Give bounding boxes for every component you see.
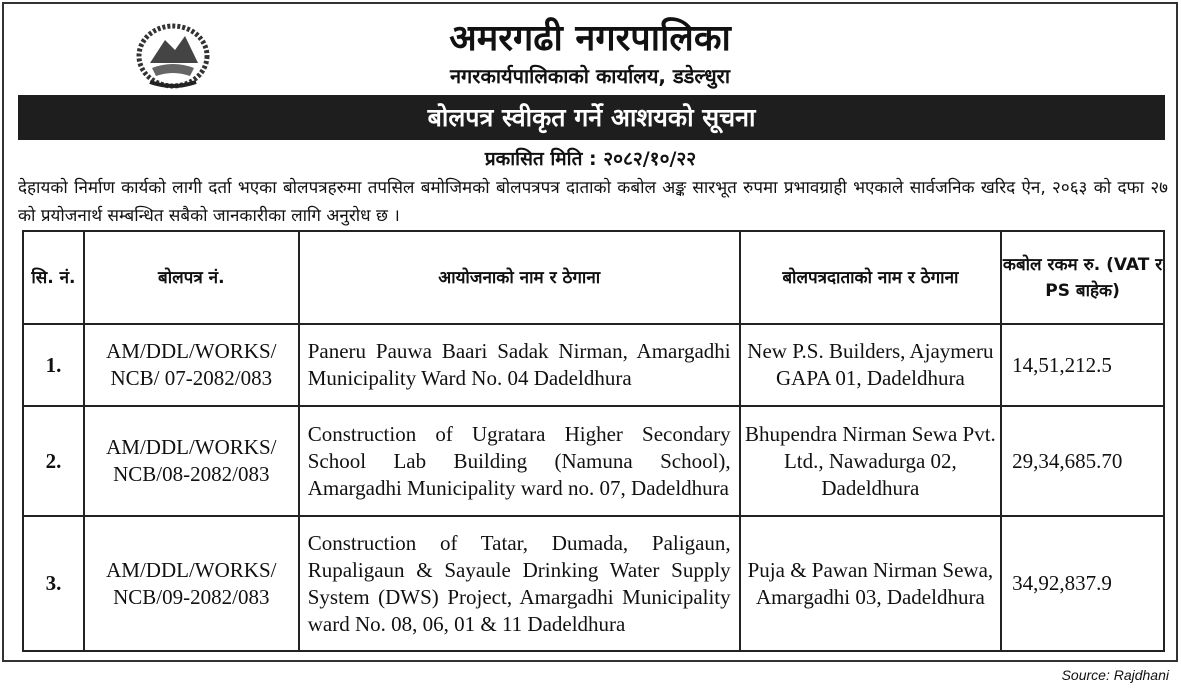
cell-bid-no: AM/DDL/WORKS/ NCB/08-2082/083 [84,406,299,516]
header-bidder: बोलपत्रदाताको नाम र ठेगाना [740,231,1001,324]
cell-bidder: New P.S. Builders, Ajaymeru GAPA 01, Dadeldhura [740,324,1001,406]
municipality-name: अमरगढी नगरपालिका [449,18,731,59]
cell-amount: 34,92,837.9 [1001,516,1164,651]
cell-sn: 1. [23,324,84,406]
cell-sn: 3. [23,516,84,651]
cell-project: Construction of Ugratara Higher Secondary School Lab Building (Namuna School), Amargadhi Municipality ward no. 07, Dadeldhura [299,406,740,516]
cell-bid-no: AM/DDL/WORKS/ NCB/ 07-2082/083 [84,324,299,406]
office-name: नगरकार्यपालिकाको कार्यालय, डडेल्धुरा [449,64,731,88]
cell-project: Paneru Pauwa Baari Sadak Nirman, Amargadhi Municipality Ward No. 04 Dadeldhura [299,324,740,406]
header-amount: कबोल रकम रु. (VAT र PS बाहेक) [1001,231,1164,324]
cell-bidder: Puja & Pawan Nirman Sewa, Amargadhi 03, Dadeldhura [740,516,1001,651]
notice-title: बोलपत्र स्वीकृत गर्ने आशयको सूचना [18,95,1165,140]
municipality-emblem-icon [130,18,216,90]
cell-bidder: Bhupendra Nirman Sewa Pvt. Ltd., Nawadurga 02, Dadeldhura [740,406,1001,516]
table-row [23,516,1164,651]
cell-amount: 14,51,212.5 [1001,324,1164,406]
published-date: प्रकासित मिति : २०८२/१०/२२ [484,148,697,170]
header-project: आयोजनाको नाम र ठेगाना [299,231,740,324]
cell-bid-no: AM/DDL/WORKS/ NCB/09-2082/083 [84,516,299,651]
bid-table [22,230,1165,652]
table-row [23,324,1164,406]
table-header-row [23,231,1164,324]
cell-project: Construction of Tatar, Dumada, Paligaun, Rupaligaun & Sayaule Drinking Water Supply System (DWS) Project, Amargadhi Municipality ward No. 08, 06, 01 & 11 Dadeldhura [299,516,740,651]
header-sn: सि. नं. [23,231,84,324]
notice-paragraph: देहायको निर्माण कार्यको लागी दर्ता भएका बोलपत्रहरुमा तपसिल बमोजिमको बोलपत्रपत्र दाताको कबोल अङ्क सारभूत रुपमा प्रभावग्राही भएकाले सार्वजनिक खरिद ऐन, २०६३ को दफा २७ को प्रयोजनार्थ सम्बन्धित सबैको जानकारीका लागि अनुरोध छ । [18,178,1168,226]
cell-amount: 29,34,685.70 [1001,406,1164,516]
table-row [23,406,1164,516]
header-bid-no: बोलपत्र नं. [84,231,299,324]
source-credit: Source: Rajdhani [1061,667,1169,683]
cell-sn: 2. [23,406,84,516]
